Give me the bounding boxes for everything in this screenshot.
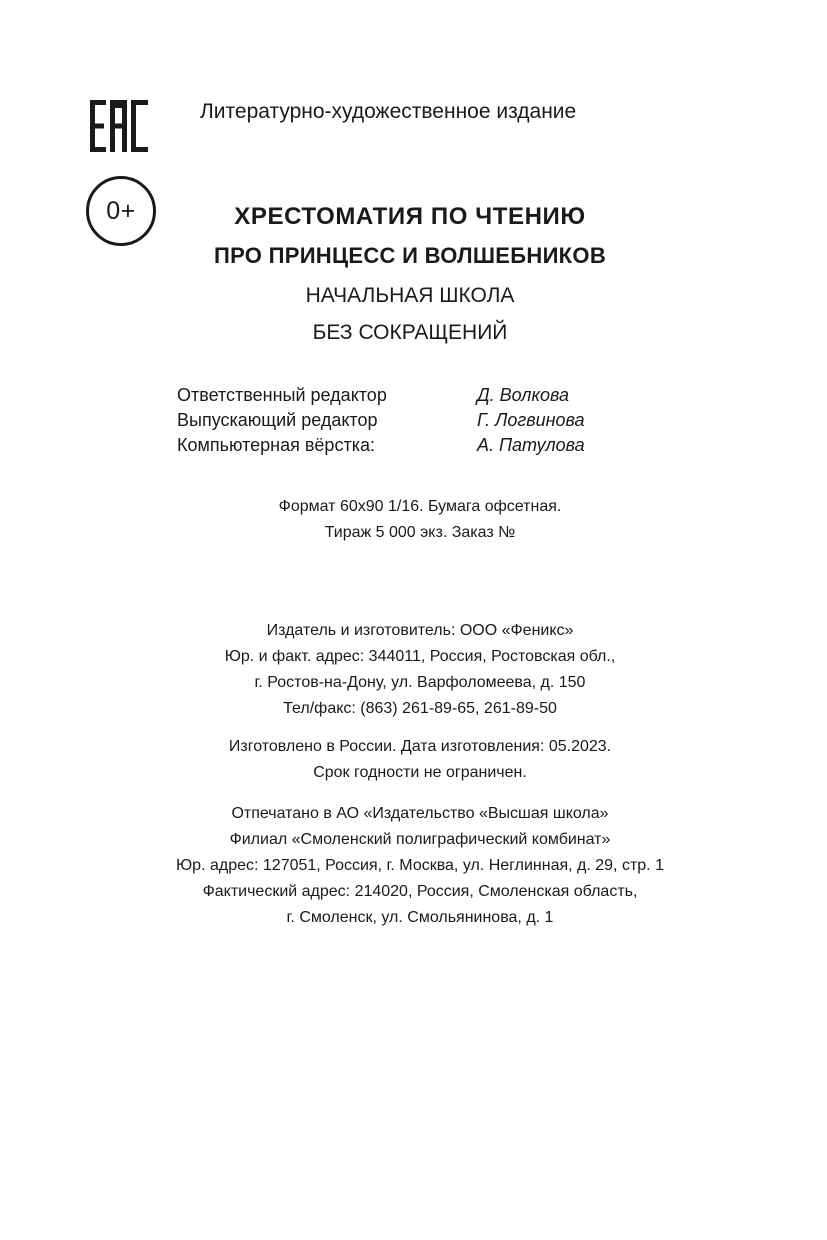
credit-row [177, 383, 637, 408]
credit-role: Ответственный редактор [177, 385, 387, 405]
printer-actual-address-line-1: Фактический адрес: 214020, Россия, Смоленская область, [202, 883, 638, 900]
credit-name: Г. Логвинова [477, 410, 585, 430]
book-subtitle-line-1: НАЧАЛЬНАЯ ШКОЛА [305, 284, 515, 307]
edition-type: Литературно-художественное издание [200, 100, 577, 123]
credit-name: А. Патулова [477, 435, 585, 455]
manufacture-date-line: Изготовлено в России. Дата изготовления: 05.2023. [228, 738, 612, 755]
publisher-address-line-2: г. Ростов-на-Дону, ул. Варфоломеева, д. 150 [254, 674, 586, 691]
credit-row [177, 408, 637, 433]
publisher-phone-line: Тел/факс: (863) 261-89-65, 261-89-50 [283, 700, 557, 717]
printer-legal-address-line: Юр. адрес: 127051, Россия, г. Москва, ул. Неглинная, д. 29, стр. 1 [176, 857, 664, 874]
printer-branch-line: Филиал «Смоленский полиграфический комбинат» [229, 831, 611, 848]
publisher-name-line: Издатель и изготовитель: ООО «Феникс» [266, 622, 574, 639]
book-subtitle-line-2: БЕЗ СОКРАЩЕНИЙ [312, 321, 508, 344]
book-title-line-1: ХРЕСТОМАТИЯ ПО ЧТЕНИЮ [234, 203, 586, 230]
age-rating-badge: 0+ [86, 176, 156, 246]
publisher-address-line-1: Юр. и факт. адрес: 344011, Россия, Ростовская обл., [224, 648, 616, 665]
credit-row [177, 433, 637, 458]
credit-role: Выпускающий редактор [177, 410, 378, 430]
print-run-line: Тираж 5 000 экз. Заказ № [324, 524, 516, 541]
printer-actual-address-line-2: г. Смоленск, ул. Смольянинова, д. 1 [286, 909, 554, 926]
format-info [100, 494, 740, 546]
credit-role: Компьютерная вёрстка: [177, 435, 375, 455]
manufacture-info [100, 734, 740, 786]
credit-name: Д. Волкова [477, 385, 569, 405]
printer-name-line: Отпечатано в АО «Издательство «Высшая школа» [231, 805, 609, 822]
shelf-life-line: Срок годности не ограничен. [313, 764, 527, 781]
format-line: Формат 60x90 1/16. Бумага офсетная. [278, 498, 562, 515]
publisher-info [100, 618, 740, 722]
eac-conformity-mark [90, 100, 148, 152]
credits-list [177, 383, 637, 458]
printer-info [100, 801, 740, 931]
book-title-line-2: ПРО ПРИНЦЕСС И ВОЛШЕБНИКОВ [213, 243, 607, 268]
